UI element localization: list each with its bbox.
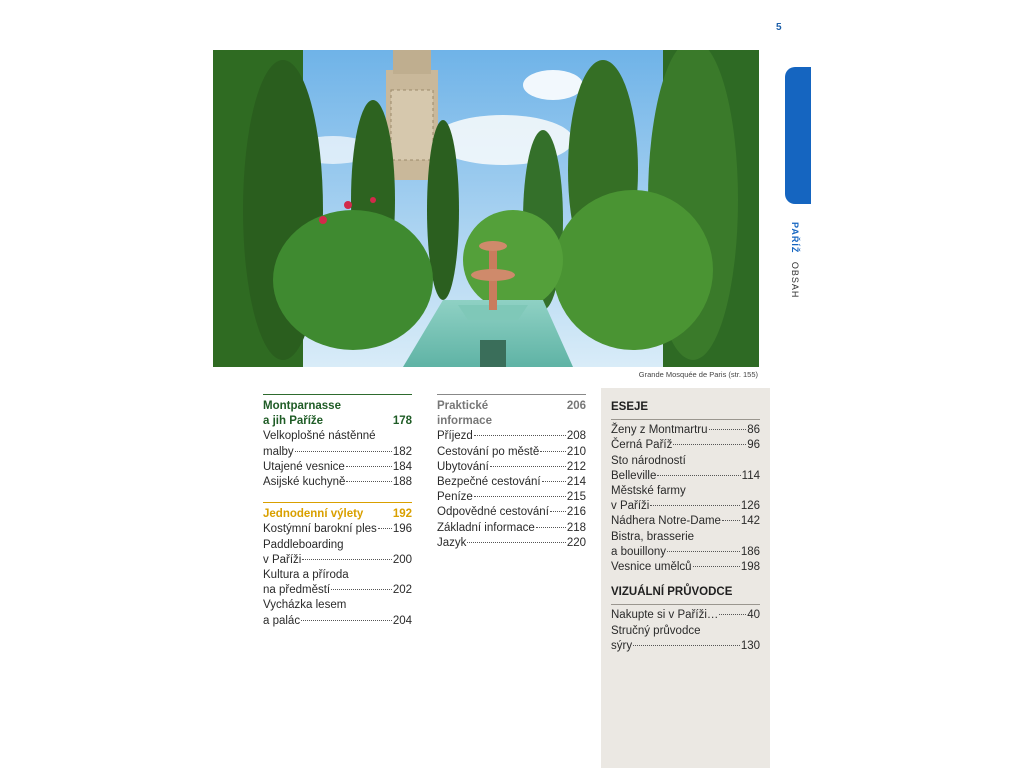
dot-leader [536, 527, 566, 528]
entry-page: 96 [747, 439, 760, 452]
dot-leader [295, 451, 392, 452]
entry-page: 40 [747, 609, 760, 622]
entry-page: 208 [566, 430, 586, 443]
dot-leader [693, 566, 740, 567]
dot-leader [467, 542, 565, 543]
entry-line: Bistra, brasserie [611, 530, 695, 543]
section-title-line: a jih Paříže [263, 415, 324, 428]
toc-entry[interactable] [611, 438, 760, 453]
entry-row [263, 583, 412, 598]
dot-leader [540, 451, 566, 452]
toc-section-practical-info [437, 394, 586, 551]
entry-row [611, 545, 760, 560]
section-page: 178 [392, 415, 412, 428]
entry-row [263, 614, 412, 629]
toc-entry[interactable] [611, 624, 760, 654]
dot-leader [673, 444, 746, 445]
entry-label: Kostýmní barokní ples [263, 523, 377, 536]
entry-page: 184 [392, 460, 412, 473]
entry-label: Příjezd [437, 430, 473, 443]
toc-section-day-trips [263, 502, 412, 629]
entry-page: 86 [747, 424, 760, 437]
entry-page: 202 [392, 584, 412, 597]
entry-label: Utajené vesnice [263, 460, 345, 473]
toc-section-montparnasse [263, 394, 412, 490]
toc-entry[interactable] [263, 538, 412, 568]
entry-line: Velkoplošné nástěnné [263, 430, 376, 443]
entry-row [611, 499, 760, 514]
section-heading [263, 502, 412, 522]
entry-line: Kultura a příroda [263, 569, 349, 582]
entry-page: 126 [740, 500, 760, 513]
dot-leader [301, 620, 392, 621]
mosque-garden-photo [213, 50, 759, 367]
entry-line: Sto národností [611, 454, 686, 467]
entry-page: 214 [566, 476, 586, 489]
entry-page: 196 [392, 523, 412, 536]
entry-label: Nádhera Notre-Dame [611, 515, 721, 528]
essays-heading: ESEJE [611, 400, 760, 420]
section-title [437, 399, 547, 429]
section-title-line: Praktické [437, 400, 489, 412]
dot-leader [633, 645, 740, 646]
side-label-accent: PAŘÍŽ [790, 222, 800, 254]
entry-label: Cestování po městě [437, 445, 540, 458]
dot-leader [722, 520, 740, 521]
entry-label: Vesnice umělců [611, 561, 692, 574]
entry-label: Belleville [611, 469, 657, 482]
dot-leader [346, 466, 392, 467]
entry-page: 188 [392, 476, 412, 489]
visual-guide-heading: VIZUÁLNÍ PRŮVODCE [611, 585, 760, 605]
dot-leader [550, 511, 566, 512]
toc-column-2 [437, 394, 586, 563]
dot-leader [709, 429, 747, 430]
side-label-text: OBSAH [790, 261, 800, 299]
toc-column-1 [263, 394, 412, 641]
toc-entry[interactable] [437, 521, 586, 536]
side-label [790, 222, 800, 298]
entry-page: 215 [566, 491, 586, 504]
toc-entry[interactable] [437, 536, 586, 551]
toc-entry[interactable] [611, 530, 760, 560]
entry-label: Peníze [437, 491, 473, 504]
entry-page: 182 [392, 445, 412, 458]
dot-leader [667, 551, 740, 552]
entry-page: 212 [566, 460, 586, 473]
entry-page: 216 [566, 506, 586, 519]
entry-label: Základní informace [437, 521, 535, 534]
entry-label: a palác [263, 614, 301, 627]
toc-entry[interactable] [611, 484, 760, 514]
dot-leader [302, 559, 391, 560]
toc-entry[interactable] [437, 505, 586, 520]
entry-line: Paddleboarding [263, 538, 344, 551]
entry-label: Nakupte si v Paříži… [611, 609, 719, 622]
entry-row [263, 475, 412, 490]
entry-label: v Paříži [263, 553, 302, 566]
toc-entry[interactable] [611, 608, 760, 623]
toc-entry[interactable] [263, 429, 412, 459]
section-title-line: informace [437, 415, 492, 428]
entry-page: 204 [392, 614, 412, 627]
entry-label: Jazyk [437, 536, 467, 549]
section-title-line: Montparnasse [263, 400, 341, 412]
toc-entry[interactable] [263, 598, 412, 628]
section-heading [263, 394, 412, 429]
section-title [263, 399, 373, 429]
entry-label: malby [263, 445, 294, 458]
toc-entry[interactable] [611, 454, 760, 484]
entry-row [611, 639, 760, 654]
dot-leader [378, 528, 392, 529]
section-page: 206 [566, 400, 586, 412]
section-heading [437, 394, 586, 429]
entry-line: Městské farmy [611, 485, 686, 498]
entry-page: 142 [740, 515, 760, 528]
entry-label: Ženy z Montmartru [611, 424, 708, 437]
dot-leader [474, 496, 566, 497]
dot-leader [719, 614, 746, 615]
entry-row [263, 522, 412, 537]
entry-page: 210 [566, 445, 586, 458]
entry-line: Stručný průvodce [611, 624, 701, 637]
entry-row [263, 460, 412, 475]
entry-label: na předměstí [263, 584, 331, 597]
entry-page: 130 [740, 639, 760, 652]
toc-entry[interactable] [263, 568, 412, 598]
toc-entry[interactable] [437, 429, 586, 444]
dot-leader [657, 475, 740, 476]
page-number: 5 [776, 22, 782, 33]
toc-entry[interactable] [437, 460, 586, 475]
dot-leader [542, 481, 566, 482]
entry-label: Bezpečné cestování [437, 476, 541, 489]
entry-row [611, 469, 760, 484]
section-page: 192 [392, 508, 412, 521]
toc-entry[interactable] [611, 560, 760, 575]
entry-page: 114 [741, 469, 760, 482]
entry-label: sýry [611, 639, 633, 652]
entry-page: 198 [740, 561, 760, 574]
chapter-tab [785, 67, 811, 204]
entry-row [263, 445, 412, 460]
entry-page: 200 [392, 553, 412, 566]
section-title: Jednodenní výlety [263, 508, 364, 521]
dot-leader [490, 466, 566, 467]
toc-entry[interactable] [611, 514, 760, 529]
entry-label: v Paříži [611, 500, 650, 513]
photo-caption: Grande Mosquée de Paris (str. 155) [638, 370, 758, 379]
toc-entry[interactable] [263, 522, 412, 537]
entry-page: 220 [566, 536, 586, 549]
toc-entry[interactable] [611, 423, 760, 438]
toc-entry[interactable] [437, 475, 586, 490]
entry-label: Asijské kuchyně [263, 476, 346, 489]
dot-leader [474, 435, 566, 436]
entry-page: 218 [566, 521, 586, 534]
toc-entry[interactable] [263, 460, 412, 475]
entry-label: a bouillony [611, 545, 666, 558]
dot-leader [650, 505, 739, 506]
toc-entry[interactable] [263, 475, 412, 490]
entry-label: Ubytování [437, 460, 489, 473]
entry-row [263, 553, 412, 568]
entry-line: Vycházka lesem [263, 599, 347, 612]
dot-leader [331, 589, 392, 590]
features-box [601, 388, 770, 768]
entry-label: Odpovědné cestování [437, 506, 549, 519]
toc-entry[interactable] [437, 490, 586, 505]
toc-entry[interactable] [437, 445, 586, 460]
entry-page: 186 [740, 545, 760, 558]
entry-label: Černá Paříž [611, 439, 673, 452]
dot-leader [346, 481, 391, 482]
